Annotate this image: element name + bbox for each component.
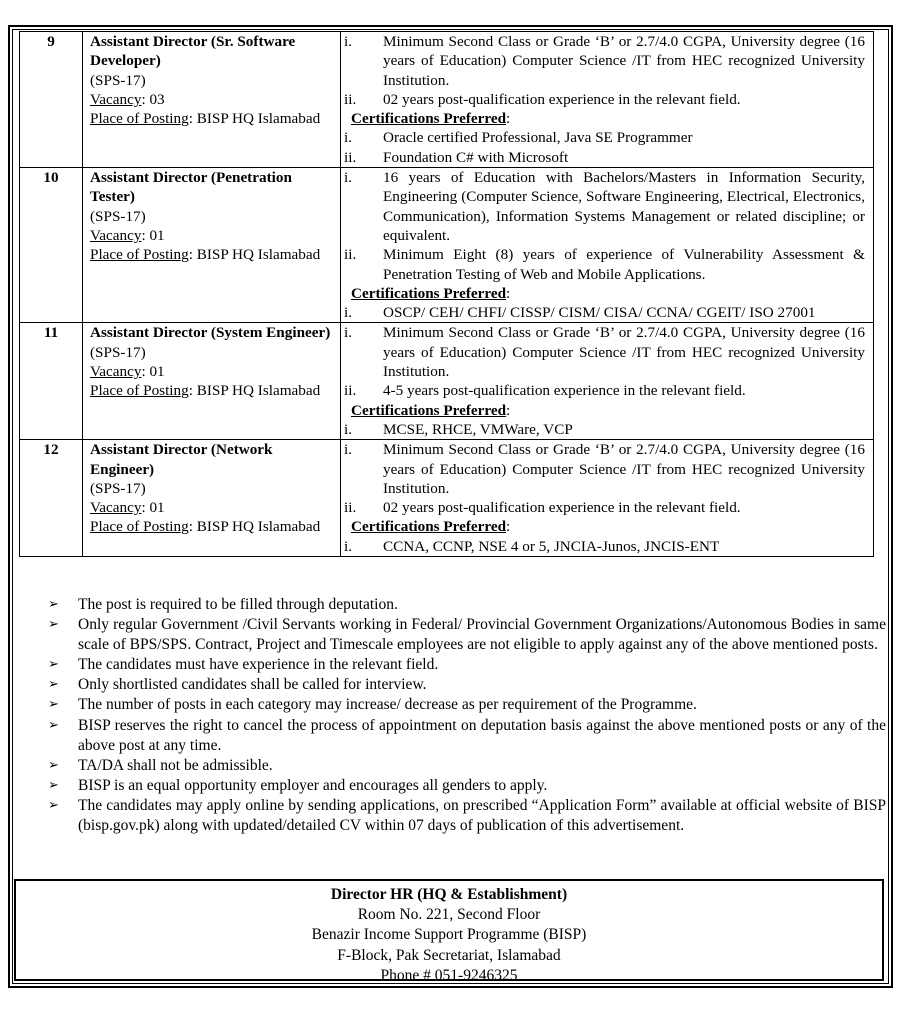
post-requirements [341,168,874,323]
requirement-text: Minimum Second Class or Grade ‘B’ or 2.7/4.0 CGPA, University degree (16 years of Education) Computer Science /IT from HEC recognized University Institution. [383,33,865,89]
certification-item [341,303,865,322]
posting-label: Place of Posting [90,382,189,400]
certification-marker: i. [344,304,353,322]
note-item [48,595,886,615]
certification-item [341,537,865,556]
post-row [20,168,874,323]
certification-marker: i. [344,537,353,555]
note-item [48,655,886,675]
requirement-item [341,90,865,109]
arrow-bullet-icon: ➢ [48,797,59,813]
requirement-item [341,245,865,284]
post-details [83,323,341,440]
requirement-text: 02 years post-qualification experience in the relevant field. [383,90,741,108]
note-item [48,796,886,836]
certifications-heading [341,401,865,420]
posts-table [19,31,874,557]
arrow-bullet-icon: ➢ [48,617,59,633]
certifications-label: Certifications Preferred [351,518,507,536]
requirement-item [341,32,865,90]
certification-marker: ii. [344,148,357,166]
note-text: The post is required to be filled through deputation. [78,596,398,613]
note-text: TA/DA shall not be admissible. [78,756,273,774]
posting-label: Place of Posting [90,518,189,536]
certifications-heading [341,517,865,536]
note-text: The candidates must have experience in the relevant field. [78,656,439,674]
certifications-label: Certifications Preferred [351,284,507,302]
vacancy-label: Vacancy [90,499,142,517]
post-requirements [341,32,874,168]
certifications-label: Certifications Preferred [351,110,507,128]
arrow-bullet-icon: ➢ [48,677,59,693]
note-item [48,756,886,776]
post-vacancy [90,226,340,245]
requirement-marker: i. [344,441,353,459]
vacancy-label: Vacancy [90,90,142,108]
requirement-item [341,323,865,381]
contact-line: F-Block, Pak Secretariat, Islamabad [337,946,561,964]
post-row [20,32,874,168]
certifications-heading [341,109,865,128]
arrow-bullet-icon: ➢ [48,757,59,773]
contact-box [14,879,884,984]
requirement-marker: ii. [344,90,357,108]
requirement-text: 02 years post-qualification experience in the relevant field. [383,499,741,517]
post-vacancy [90,362,340,381]
note-text: Only regular Government /Civil Servants working in Federal/ Provincial Government Organizations/Autonomous Bodies in same scale of BPS/SPS. Contract, Project and Timescale employees are not eligible to apply against any of the above mentioned posts. [78,616,886,654]
post-title: Assistant Director (Network Engineer) [90,441,273,478]
posting-value: : BISP HQ Islamabad [188,110,321,128]
certifications-label: Certifications Preferred [351,401,507,419]
post-title: Assistant Director (Sr. Software Developer) [90,33,296,70]
post-details [83,32,341,168]
post-scale: (SPS-17) [90,71,146,89]
certification-text: Foundation C# with Microsoft [383,148,569,166]
certification-item [341,148,865,167]
post-number: 10 [20,168,83,323]
post-number: 11 [20,323,83,440]
requirement-marker: ii. [344,246,357,264]
note-item [48,615,886,655]
contact-title: Director HR (HQ & Establishment) [330,886,568,903]
vacancy-label: Vacancy [90,226,142,244]
post-scale: (SPS-17) [90,343,146,361]
vacancy-value: : 01 [141,499,165,517]
requirement-text: 4-5 years post-qualification experience in the relevant field. [383,382,746,400]
certification-text: OSCP/ CEH/ CHFI/ CISSP/ CISM/ CISA/ CCNA/ CGEIT/ ISO 27001 [383,304,816,322]
vacancy-value: : 03 [141,90,165,108]
post-details [83,440,341,557]
note-text: BISP is an equal opportunity employer and encourages all genders to apply. [78,776,548,794]
posting-value: : BISP HQ Islamabad [188,246,321,264]
post-posting [90,109,340,128]
posting-label: Place of Posting [90,246,189,264]
arrow-bullet-icon: ➢ [48,717,59,733]
certification-marker: i. [344,129,353,147]
arrow-bullet-icon: ➢ [48,697,59,713]
post-scale: (SPS-17) [90,479,146,497]
vacancy-value: : 01 [141,363,165,381]
requirement-marker: ii. [344,382,357,400]
posting-value: : BISP HQ Islamabad [188,518,321,536]
requirement-item [341,168,865,245]
arrow-bullet-icon: ➢ [48,777,59,793]
certification-item [341,420,865,439]
post-title: Assistant Director (System Engineer) [90,324,331,342]
note-item [48,776,886,796]
contact-line: Room No. 221, Second Floor [357,906,541,924]
certification-text: Oracle certified Professional, Java SE Programmer [383,129,693,147]
posting-label: Place of Posting [90,110,189,128]
certifications-colon: : [506,401,511,419]
requirement-item [341,498,865,517]
note-item [48,675,886,695]
post-posting [90,245,340,264]
post-requirements [341,323,874,440]
note-text: Only shortlisted candidates shall be called for interview. [78,676,427,694]
requirement-text: Minimum Eight (8) years of experience of Vulnerability Assessment & Penetration Testing of Web and Mobile Applications. [383,246,865,283]
requirement-text: Minimum Second Class or Grade ‘B’ or 2.7/4.0 CGPA, University degree (16 years of Education) Computer Science /IT from HEC recognized University Institution. [383,324,865,381]
arrow-bullet-icon: ➢ [48,597,59,612]
notes-list [48,595,886,836]
post-posting [90,517,340,536]
certifications-colon: : [506,518,511,536]
requirement-text: 16 years of Education with Bachelors/Masters in Information Security, Engineering (Computer Science, Software Engineering, Electrical, Electronics, Communication), Information Systems Management or related discipline; or equivalent. [383,169,865,244]
certification-item [341,128,865,147]
requirement-marker: ii. [344,499,357,517]
note-text: BISP reserves the right to cancel the process of appointment on deputation basis against the above mentioned posts or any of the above post at any time. [78,716,886,754]
requirement-text: Minimum Second Class or Grade ‘B’ or 2.7/4.0 CGPA, University degree (16 years of Education) Computer Science /IT from HEC recognized University Institution. [383,441,865,497]
post-scale: (SPS-17) [90,207,146,225]
requirement-item [341,381,865,400]
post-title: Assistant Director (Penetration Tester) [90,169,292,206]
arrow-bullet-icon: ➢ [48,657,59,673]
note-item [48,695,886,715]
post-number: 9 [20,32,83,168]
requirement-marker: i. [344,169,353,187]
posting-value: : BISP HQ Islamabad [188,382,321,400]
requirement-item [341,440,865,498]
certification-text: CCNA, CCNP, NSE 4 or 5, JNCIA-Junos, JNCIS-ENT [383,537,720,555]
post-row [20,323,874,440]
post-vacancy [90,90,340,109]
certification-marker: i. [344,420,353,438]
post-details [83,168,341,323]
vacancy-label: Vacancy [90,363,142,381]
contact-phone: Phone # 051-9246325 [380,966,518,984]
contact-line: Benazir Income Support Programme (BISP) [311,926,587,944]
note-text: The candidates may apply online by sending applications, on prescribed “Application Form” available at official website of BISP (bisp.gov.pk) along with updated/detailed CV within 07 days of publication of this advertisement. [78,796,886,835]
note-item [48,716,886,756]
post-row [20,440,874,557]
certifications-colon: : [506,284,511,302]
post-vacancy [90,498,340,517]
post-requirements [341,440,874,557]
post-number: 12 [20,440,83,557]
certifications-heading [341,284,865,303]
requirement-marker: i. [344,324,353,342]
certification-text: MCSE, RHCE, VMWare, VCP [383,420,573,438]
post-posting [90,381,340,400]
requirement-marker: i. [344,33,353,50]
note-text: The number of posts in each category may increase/ decrease as per requirement of the Programme. [78,696,697,714]
certifications-colon: : [506,110,511,128]
vacancy-value: : 01 [141,226,165,244]
